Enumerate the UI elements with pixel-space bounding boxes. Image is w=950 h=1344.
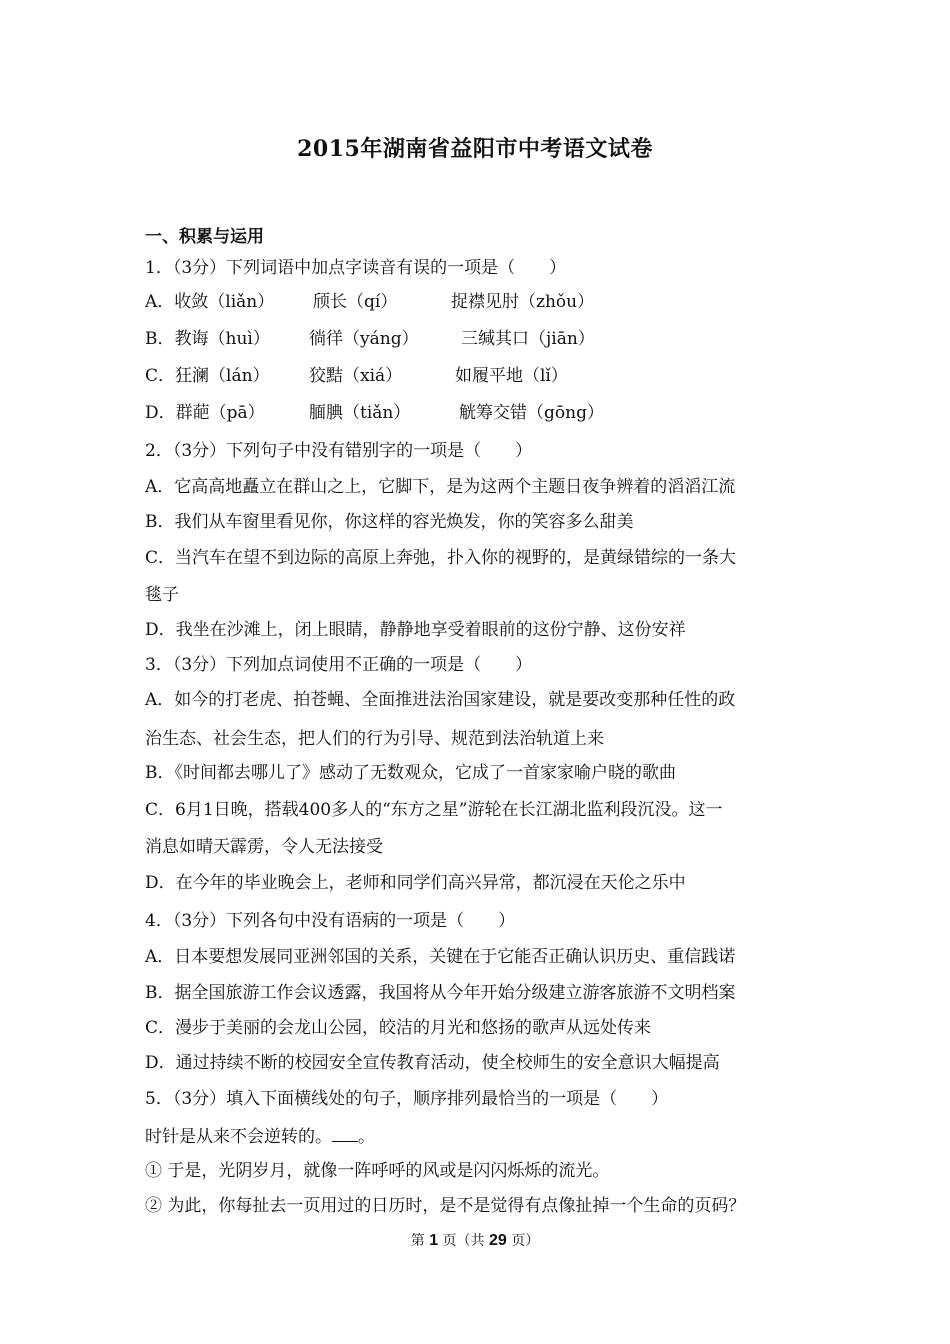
question-5-lead bbox=[145, 1126, 375, 1148]
question-4-stem: 4．（3分）下列各句中没有语病的一项是（ ） bbox=[145, 911, 516, 931]
question-2-option-a: A．它高高地矗立在群山之上，它脚下，是为这两个主题日夜争辨着的滔滔江流 bbox=[145, 477, 736, 497]
question-1-option-a bbox=[145, 291, 594, 313]
option-part: D．群葩（pā） bbox=[145, 403, 265, 423]
footer-total-pages: 29 bbox=[489, 1232, 507, 1249]
question-3-stem: 3．（3分）下列加点词使用不正确的一项是（ ） bbox=[145, 655, 533, 675]
option-part: 捉襟见肘（zhǒu） bbox=[451, 292, 595, 312]
option-part: 腼腆（tiǎn） bbox=[309, 403, 411, 423]
question-4-option-b: B．据全国旅游工作会议透露，我国将从今年开始分级建立游客旅游不文明档案 bbox=[145, 983, 736, 1003]
question-5-lead-text: 时针是从来不会逆转的。 bbox=[145, 1127, 332, 1147]
question-5-stem: 5．（3分）填入下面横线处的句子，顺序排列最恰当的一项是（ ） bbox=[145, 1089, 669, 1109]
footer-prefix: 第 bbox=[410, 1233, 425, 1249]
question-1-option-c bbox=[145, 365, 568, 387]
question-5-item-2: ② 为此，你每扯去一页用过的日历时，是不是觉得有点像扯掉一个生命的页码？ bbox=[145, 1196, 746, 1216]
option-part: 三缄其口（jiān） bbox=[461, 329, 595, 349]
section-heading: 一、积累与运用 bbox=[145, 227, 264, 247]
option-part: 徜徉（yáng） bbox=[309, 329, 419, 349]
question-4-option-c: C．漫步于美丽的会龙山公园，皎洁的月光和悠扬的歌声从远处传来 bbox=[145, 1018, 652, 1038]
question-3-option-c-cont: 消息如晴天霹雳，令人无法接受 bbox=[145, 837, 383, 857]
question-3-option-b: B．《时间都去哪儿了》感动了无数观众，它成了一首家家喻户晓的歌曲 bbox=[145, 763, 676, 783]
option-part: 颀长（qí） bbox=[313, 292, 398, 312]
question-3-option-d: D．在今年的毕业晚会上，老师和同学们高兴异常，都沉浸在天伦之乐中 bbox=[145, 873, 686, 893]
question-2-stem: 2．（3分）下列句子中没有错别字的一项是（ ） bbox=[145, 441, 533, 461]
page-footer bbox=[0, 1230, 950, 1250]
footer-mid: 页（共 bbox=[442, 1233, 485, 1249]
answer-blank bbox=[332, 1127, 358, 1142]
question-2-option-b: B．我们从车窗里看见你，你这样的容光焕发，你的笑容多么甜美 bbox=[145, 512, 634, 532]
question-1-option-b bbox=[145, 328, 595, 350]
question-2-option-c: C．当汽车在望不到边际的高原上奔弛，扑入你的视野的，是黄绿错综的一条大 bbox=[145, 548, 737, 568]
option-part: 觥筹交错（gōng） bbox=[459, 403, 604, 423]
question-5-item-1: ① 于是，光阴岁月，就像一阵呼呼的风或是闪闪烁烁的流光。 bbox=[145, 1161, 610, 1181]
question-1-option-d bbox=[145, 402, 604, 424]
question-4-option-a: A．日本要想发展同亚洲邻国的关系，关键在于它能否正确认识历史、重信践诺 bbox=[145, 947, 736, 967]
option-part: 如履平地（lǐ） bbox=[455, 366, 568, 386]
footer-suffix: 页） bbox=[511, 1233, 540, 1249]
option-part: B．教诲（huì） bbox=[145, 329, 270, 349]
question-4-option-d: D．通过持续不断的校园安全宣传教育活动，使全校师生的安全意识大幅提高 bbox=[145, 1053, 720, 1073]
option-part: C．狂澜（lán） bbox=[145, 366, 270, 386]
page-title: 2015年湖南省益阳市中考语文试卷 bbox=[297, 136, 653, 162]
option-part: 狡黠（xiá） bbox=[309, 366, 403, 386]
question-1-stem: 1．（3分）下列词语中加点字读音有误的一项是（ ） bbox=[145, 258, 567, 278]
question-3-option-a-cont: 治生态、社会生态，把人们的行为引导、规范到法治轨道上来 bbox=[145, 729, 604, 749]
footer-page-number: 1 bbox=[429, 1232, 439, 1249]
question-2-option-d: D．我坐在沙滩上，闭上眼睛，静静地享受着眼前的这份宁静、这份安祥 bbox=[145, 620, 686, 640]
question-3-option-c: C．6月1日晚，搭载400多人的“东方之星”游轮在长江湖北监利段沉没。这一 bbox=[145, 800, 723, 820]
question-5-lead-end: 。 bbox=[358, 1127, 375, 1147]
option-part: A．收敛（liǎn） bbox=[145, 292, 275, 312]
question-2-option-c-cont: 毯子 bbox=[145, 585, 179, 605]
question-3-option-a: A．如今的打老虎、拍苍蝇、全面推进法治国家建设，就是要改变那种任性的政 bbox=[145, 690, 736, 710]
